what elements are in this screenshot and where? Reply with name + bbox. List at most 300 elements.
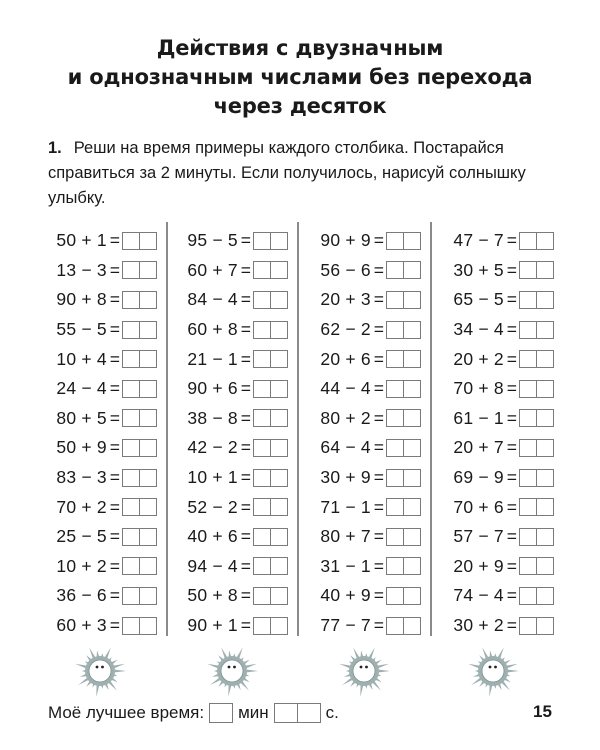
answer-tens-input[interactable] xyxy=(520,382,536,398)
exercise-row xyxy=(291,492,421,522)
answer-tens-input[interactable] xyxy=(123,441,139,457)
answer-tens-input[interactable] xyxy=(123,293,139,309)
answer-box[interactable] xyxy=(253,469,288,487)
answer-box[interactable] xyxy=(122,498,157,516)
sun-face-icon[interactable] xyxy=(204,643,260,699)
answer-ones-input[interactable] xyxy=(404,589,420,605)
answer-box[interactable] xyxy=(519,291,554,309)
sun-face-icon[interactable] xyxy=(336,643,392,699)
answer-ones-input[interactable] xyxy=(140,530,156,546)
exercise-row xyxy=(291,374,421,404)
answer-tens-input[interactable] xyxy=(254,619,270,635)
exercise-row xyxy=(424,404,554,434)
answer-tens-input[interactable] xyxy=(520,471,536,487)
answer-ones-input[interactable] xyxy=(404,323,420,339)
equals-sign: = xyxy=(373,407,384,428)
answer-box[interactable] xyxy=(386,409,421,427)
answer-tens-input[interactable] xyxy=(520,293,536,309)
exercise-row xyxy=(424,374,554,404)
exercise-row xyxy=(424,285,554,315)
answer-box[interactable] xyxy=(253,321,288,339)
answer-ones-input[interactable] xyxy=(271,500,287,516)
seconds-box[interactable] xyxy=(274,703,321,723)
exercise-row xyxy=(158,463,288,493)
answer-ones-input[interactable] xyxy=(404,471,420,487)
exercise-row xyxy=(291,433,421,463)
answer-ones-input[interactable] xyxy=(404,411,420,427)
exercise-row xyxy=(291,581,421,611)
equals-sign: = xyxy=(109,289,120,310)
answer-box[interactable] xyxy=(253,350,288,368)
answer-box[interactable] xyxy=(122,528,157,546)
exercise-row xyxy=(27,552,157,582)
answer-tens-input[interactable] xyxy=(520,323,536,339)
equals-sign: = xyxy=(109,555,120,576)
answer-tens-input[interactable] xyxy=(520,263,536,279)
answer-tens-input[interactable] xyxy=(520,619,536,635)
exercise-expression: 25 − 5 xyxy=(56,526,107,547)
answer-tens-input[interactable] xyxy=(520,352,536,368)
answer-tens-input[interactable] xyxy=(254,530,270,546)
exercise-expression: 20 + 2 xyxy=(453,348,504,369)
answer-box[interactable] xyxy=(519,261,554,279)
answer-box[interactable] xyxy=(386,261,421,279)
answer-ones-input[interactable] xyxy=(271,589,287,605)
exercise-expression: 62 − 2 xyxy=(320,319,371,340)
equals-sign: = xyxy=(109,467,120,488)
exercise-expression: 80 + 7 xyxy=(320,526,371,547)
exercise-expression: 65 − 5 xyxy=(453,289,504,310)
equals-sign: = xyxy=(506,467,517,488)
equals-sign: = xyxy=(373,585,384,606)
exercise-row xyxy=(291,611,421,641)
answer-ones-input[interactable] xyxy=(140,323,156,339)
answer-box[interactable] xyxy=(122,439,157,457)
answer-ones-input[interactable] xyxy=(537,619,553,635)
answer-tens-input[interactable] xyxy=(123,323,139,339)
exercise-expression: 70 + 8 xyxy=(453,378,504,399)
exercise-expression: 64 − 4 xyxy=(320,437,371,458)
answer-box[interactable] xyxy=(386,321,421,339)
answer-tens-input[interactable] xyxy=(520,441,536,457)
answer-tens-input[interactable] xyxy=(387,441,403,457)
answer-tens-input[interactable] xyxy=(254,500,270,516)
answer-box[interactable] xyxy=(519,587,554,605)
answer-box[interactable] xyxy=(253,380,288,398)
exercise-expression: 34 − 4 xyxy=(453,319,504,340)
exercise-row xyxy=(291,522,421,552)
exercise-expression: 80 + 5 xyxy=(56,407,107,428)
answer-ones-input[interactable] xyxy=(140,382,156,398)
exercise-row xyxy=(158,492,288,522)
answer-box[interactable] xyxy=(122,469,157,487)
answer-tens-input[interactable] xyxy=(387,471,403,487)
exercise-row xyxy=(424,315,554,345)
answer-box[interactable] xyxy=(122,587,157,605)
answer-box[interactable] xyxy=(519,557,554,575)
equals-sign: = xyxy=(373,289,384,310)
answer-box[interactable] xyxy=(122,321,157,339)
answer-tens-input[interactable] xyxy=(387,500,403,516)
answer-ones-input[interactable] xyxy=(140,619,156,635)
answer-box[interactable] xyxy=(386,380,421,398)
answer-box[interactable] xyxy=(253,409,288,427)
equals-sign: = xyxy=(506,378,517,399)
answer-ones-input[interactable] xyxy=(537,293,553,309)
exercise-expression: 77 − 7 xyxy=(320,615,371,636)
answer-ones-input[interactable] xyxy=(271,234,287,250)
exercise-expression: 84 − 4 xyxy=(187,289,238,310)
seconds-unit: с. xyxy=(325,703,339,722)
answer-tens-input[interactable] xyxy=(123,471,139,487)
exercise-row xyxy=(424,552,554,582)
minutes-unit: мин xyxy=(238,703,269,722)
answer-ones-input[interactable] xyxy=(271,293,287,309)
answer-tens-input[interactable] xyxy=(520,234,536,250)
answer-box[interactable] xyxy=(519,380,554,398)
answer-tens-input[interactable] xyxy=(123,619,139,635)
answer-ones-input[interactable] xyxy=(404,530,420,546)
exercise-row xyxy=(291,344,421,374)
answer-tens-input[interactable] xyxy=(254,293,270,309)
answer-box[interactable] xyxy=(386,557,421,575)
exercise-row xyxy=(291,285,421,315)
answer-box[interactable] xyxy=(519,469,554,487)
exercise-row xyxy=(158,433,288,463)
answer-ones-input[interactable] xyxy=(537,263,553,279)
answer-tens-input[interactable] xyxy=(520,589,536,605)
exercise-expression: 70 + 6 xyxy=(453,496,504,517)
minutes-box[interactable] xyxy=(209,703,233,723)
exercise-expression: 74 − 4 xyxy=(453,585,504,606)
exercise-row xyxy=(27,581,157,611)
answer-ones-input[interactable] xyxy=(271,323,287,339)
exercise-row xyxy=(291,463,421,493)
answer-box[interactable] xyxy=(519,409,554,427)
answer-tens-input[interactable] xyxy=(387,382,403,398)
answer-tens-input[interactable] xyxy=(387,234,403,250)
answer-box[interactable] xyxy=(122,557,157,575)
answer-ones-input[interactable] xyxy=(537,352,553,368)
exercise-row xyxy=(291,552,421,582)
answer-tens-input[interactable] xyxy=(123,559,139,575)
exercise-column-4 xyxy=(424,226,554,640)
exercise-row xyxy=(424,463,554,493)
exercise-row xyxy=(158,374,288,404)
answer-box[interactable] xyxy=(519,321,554,339)
exercise-row xyxy=(291,315,421,345)
exercise-row xyxy=(291,256,421,286)
answer-tens-input[interactable] xyxy=(254,559,270,575)
answer-box[interactable] xyxy=(253,439,288,457)
answer-tens-input[interactable] xyxy=(123,263,139,279)
answer-box[interactable] xyxy=(386,498,421,516)
answer-tens-input[interactable] xyxy=(387,411,403,427)
answer-ones-input[interactable] xyxy=(140,411,156,427)
answer-ones-input[interactable] xyxy=(271,441,287,457)
answer-ones-input[interactable] xyxy=(271,471,287,487)
answer-tens-input[interactable] xyxy=(387,293,403,309)
seconds-ones-input[interactable] xyxy=(298,706,320,724)
answer-ones-input[interactable] xyxy=(537,559,553,575)
answer-ones-input[interactable] xyxy=(404,559,420,575)
answer-ones-input[interactable] xyxy=(537,411,553,427)
answer-tens-input[interactable] xyxy=(387,559,403,575)
exercise-expression: 13 − 3 xyxy=(56,259,107,280)
answer-tens-input[interactable] xyxy=(387,352,403,368)
answer-tens-input[interactable] xyxy=(254,382,270,398)
exercise-expression: 61 − 1 xyxy=(453,407,504,428)
exercise-row xyxy=(424,256,554,286)
equals-sign: = xyxy=(373,348,384,369)
exercise-expression: 20 + 9 xyxy=(453,555,504,576)
answer-box[interactable] xyxy=(253,528,288,546)
exercise-expression: 60 + 7 xyxy=(187,259,238,280)
answer-box[interactable] xyxy=(519,232,554,250)
exercise-expression: 21 − 1 xyxy=(187,348,238,369)
equals-sign: = xyxy=(109,496,120,517)
exercise-row xyxy=(27,463,157,493)
sun-row xyxy=(0,643,600,703)
exercise-expression: 20 + 7 xyxy=(453,437,504,458)
answer-ones-input[interactable] xyxy=(537,234,553,250)
answer-tens-input[interactable] xyxy=(123,352,139,368)
answer-ones-input[interactable] xyxy=(140,589,156,605)
answer-box[interactable] xyxy=(519,350,554,368)
answer-box[interactable] xyxy=(253,617,288,635)
exercise-expression: 20 + 6 xyxy=(320,348,371,369)
answer-ones-input[interactable] xyxy=(271,411,287,427)
answer-box[interactable] xyxy=(519,528,554,546)
answer-box[interactable] xyxy=(519,439,554,457)
exercise-row xyxy=(158,522,288,552)
exercise-expression: 30 + 5 xyxy=(453,259,504,280)
answer-box[interactable] xyxy=(122,380,157,398)
answer-box[interactable] xyxy=(122,261,157,279)
equals-sign: = xyxy=(109,615,120,636)
answer-box[interactable] xyxy=(386,587,421,605)
answer-tens-input[interactable] xyxy=(254,471,270,487)
answer-tens-input[interactable] xyxy=(254,589,270,605)
equals-sign: = xyxy=(240,585,251,606)
answer-tens-input[interactable] xyxy=(254,263,270,279)
answer-ones-input[interactable] xyxy=(537,530,553,546)
answer-box[interactable] xyxy=(253,557,288,575)
answer-ones-input[interactable] xyxy=(140,352,156,368)
equals-sign: = xyxy=(240,467,251,488)
answer-ones-input[interactable] xyxy=(140,500,156,516)
exercise-expression: 50 + 9 xyxy=(56,437,107,458)
answer-tens-input[interactable] xyxy=(520,411,536,427)
answer-tens-input[interactable] xyxy=(520,530,536,546)
seconds-tens-input[interactable] xyxy=(275,706,297,724)
answer-tens-input[interactable] xyxy=(123,589,139,605)
exercise-expression: 56 − 6 xyxy=(320,259,371,280)
equals-sign: = xyxy=(109,437,120,458)
answer-tens-input[interactable] xyxy=(123,500,139,516)
answer-ones-input[interactable] xyxy=(140,471,156,487)
answer-box[interactable] xyxy=(122,409,157,427)
answer-tens-input[interactable] xyxy=(387,619,403,635)
answer-ones-input[interactable] xyxy=(537,500,553,516)
answer-tens-input[interactable] xyxy=(520,559,536,575)
answer-ones-input[interactable] xyxy=(404,293,420,309)
answer-ones-input[interactable] xyxy=(404,500,420,516)
answer-box[interactable] xyxy=(386,232,421,250)
answer-box[interactable] xyxy=(519,498,554,516)
answer-tens-input[interactable] xyxy=(387,263,403,279)
task-number: 1. xyxy=(48,139,62,157)
equals-sign: = xyxy=(109,407,120,428)
equals-sign: = xyxy=(240,615,251,636)
answer-tens-input[interactable] xyxy=(123,382,139,398)
exercise-row xyxy=(27,344,157,374)
answer-ones-input[interactable] xyxy=(140,559,156,575)
exercise-row xyxy=(424,581,554,611)
answer-box[interactable] xyxy=(253,498,288,516)
answer-ones-input[interactable] xyxy=(404,382,420,398)
exercise-row xyxy=(158,226,288,256)
equals-sign: = xyxy=(109,585,120,606)
exercise-column-3 xyxy=(291,226,421,640)
exercise-expression: 80 + 2 xyxy=(320,407,371,428)
answer-ones-input[interactable] xyxy=(404,263,420,279)
equals-sign: = xyxy=(506,259,517,280)
exercise-row xyxy=(27,404,157,434)
answer-ones-input[interactable] xyxy=(537,589,553,605)
equals-sign: = xyxy=(240,289,251,310)
exercise-expression: 95 − 5 xyxy=(187,230,238,251)
exercise-row xyxy=(158,404,288,434)
answer-box[interactable] xyxy=(519,617,554,635)
exercise-expression: 38 − 8 xyxy=(187,407,238,428)
exercise-expression: 30 + 2 xyxy=(453,615,504,636)
answer-box[interactable] xyxy=(386,469,421,487)
answer-tens-input[interactable] xyxy=(520,500,536,516)
answer-tens-input[interactable] xyxy=(387,530,403,546)
exercise-row xyxy=(158,285,288,315)
answer-ones-input[interactable] xyxy=(271,559,287,575)
equals-sign: = xyxy=(240,319,251,340)
exercise-row xyxy=(158,344,288,374)
exercise-row xyxy=(158,611,288,641)
answer-ones-input[interactable] xyxy=(271,619,287,635)
answer-tens-input[interactable] xyxy=(254,352,270,368)
answer-ones-input[interactable] xyxy=(271,352,287,368)
equals-sign: = xyxy=(373,230,384,251)
answer-ones-input[interactable] xyxy=(271,382,287,398)
answer-box[interactable] xyxy=(386,291,421,309)
equals-sign: = xyxy=(506,585,517,606)
answer-box[interactable] xyxy=(253,291,288,309)
answer-ones-input[interactable] xyxy=(140,263,156,279)
equals-sign: = xyxy=(373,467,384,488)
equals-sign: = xyxy=(240,259,251,280)
exercise-expression: 10 + 2 xyxy=(56,555,107,576)
exercise-expression: 30 + 9 xyxy=(320,467,371,488)
task-instruction xyxy=(48,136,563,211)
answer-ones-input[interactable] xyxy=(140,234,156,250)
answer-ones-input[interactable] xyxy=(537,441,553,457)
exercise-row xyxy=(27,433,157,463)
answer-tens-input[interactable] xyxy=(123,234,139,250)
answer-ones-input[interactable] xyxy=(140,293,156,309)
answer-box[interactable] xyxy=(253,232,288,250)
exercise-expression: 90 + 8 xyxy=(56,289,107,310)
exercise-row xyxy=(158,315,288,345)
exercise-expression: 10 + 4 xyxy=(56,348,107,369)
answer-ones-input[interactable] xyxy=(404,352,420,368)
sun-face-icon[interactable] xyxy=(72,643,128,699)
task-text: Реши на время примеры каждого столбика. Постарайся справиться за 2 минуты. Если получилось, нарисуй солнышку улыбку. xyxy=(48,139,526,207)
answer-box[interactable] xyxy=(386,439,421,457)
exercise-expression: 69 − 9 xyxy=(453,467,504,488)
equals-sign: = xyxy=(373,437,384,458)
exercise-row xyxy=(424,522,554,552)
exercise-expression: 40 + 6 xyxy=(187,526,238,547)
answer-ones-input[interactable] xyxy=(404,619,420,635)
answer-tens-input[interactable] xyxy=(387,323,403,339)
exercise-expression: 47 − 7 xyxy=(453,230,504,251)
answer-ones-input[interactable] xyxy=(537,323,553,339)
answer-box[interactable] xyxy=(122,291,157,309)
answer-box[interactable] xyxy=(253,261,288,279)
answer-box[interactable] xyxy=(386,617,421,635)
exercise-row xyxy=(424,611,554,641)
exercise-expression: 50 + 1 xyxy=(56,230,107,251)
exercise-expression: 42 − 2 xyxy=(187,437,238,458)
page-title xyxy=(0,34,600,121)
answer-tens-input[interactable] xyxy=(254,234,270,250)
answer-box[interactable] xyxy=(253,587,288,605)
exercise-row xyxy=(424,433,554,463)
minutes-input[interactable] xyxy=(210,706,232,724)
answer-ones-input[interactable] xyxy=(537,382,553,398)
answer-ones-input[interactable] xyxy=(537,471,553,487)
exercise-row xyxy=(27,374,157,404)
sun-face-icon[interactable] xyxy=(465,643,521,699)
equals-sign: = xyxy=(506,437,517,458)
equals-sign: = xyxy=(109,230,120,251)
answer-box[interactable] xyxy=(386,350,421,368)
equals-sign: = xyxy=(373,378,384,399)
answer-ones-input[interactable] xyxy=(271,530,287,546)
equals-sign: = xyxy=(240,378,251,399)
answer-box[interactable] xyxy=(122,617,157,635)
answer-box[interactable] xyxy=(386,528,421,546)
title-line-1: Действия с двузначным xyxy=(156,36,444,60)
exercise-row xyxy=(291,226,421,256)
equals-sign: = xyxy=(240,526,251,547)
answer-box[interactable] xyxy=(122,232,157,250)
exercise-row xyxy=(27,226,157,256)
answer-ones-input[interactable] xyxy=(140,441,156,457)
answer-ones-input[interactable] xyxy=(404,441,420,457)
answer-tens-input[interactable] xyxy=(387,589,403,605)
answer-ones-input[interactable] xyxy=(271,263,287,279)
answer-ones-input[interactable] xyxy=(404,234,420,250)
answer-tens-input[interactable] xyxy=(254,323,270,339)
answer-box[interactable] xyxy=(122,350,157,368)
answer-tens-input[interactable] xyxy=(123,530,139,546)
equals-sign: = xyxy=(506,348,517,369)
answer-tens-input[interactable] xyxy=(254,441,270,457)
equals-sign: = xyxy=(240,348,251,369)
answer-tens-input[interactable] xyxy=(254,411,270,427)
exercise-expression: 40 + 9 xyxy=(320,585,371,606)
answer-tens-input[interactable] xyxy=(123,411,139,427)
equals-sign: = xyxy=(373,259,384,280)
